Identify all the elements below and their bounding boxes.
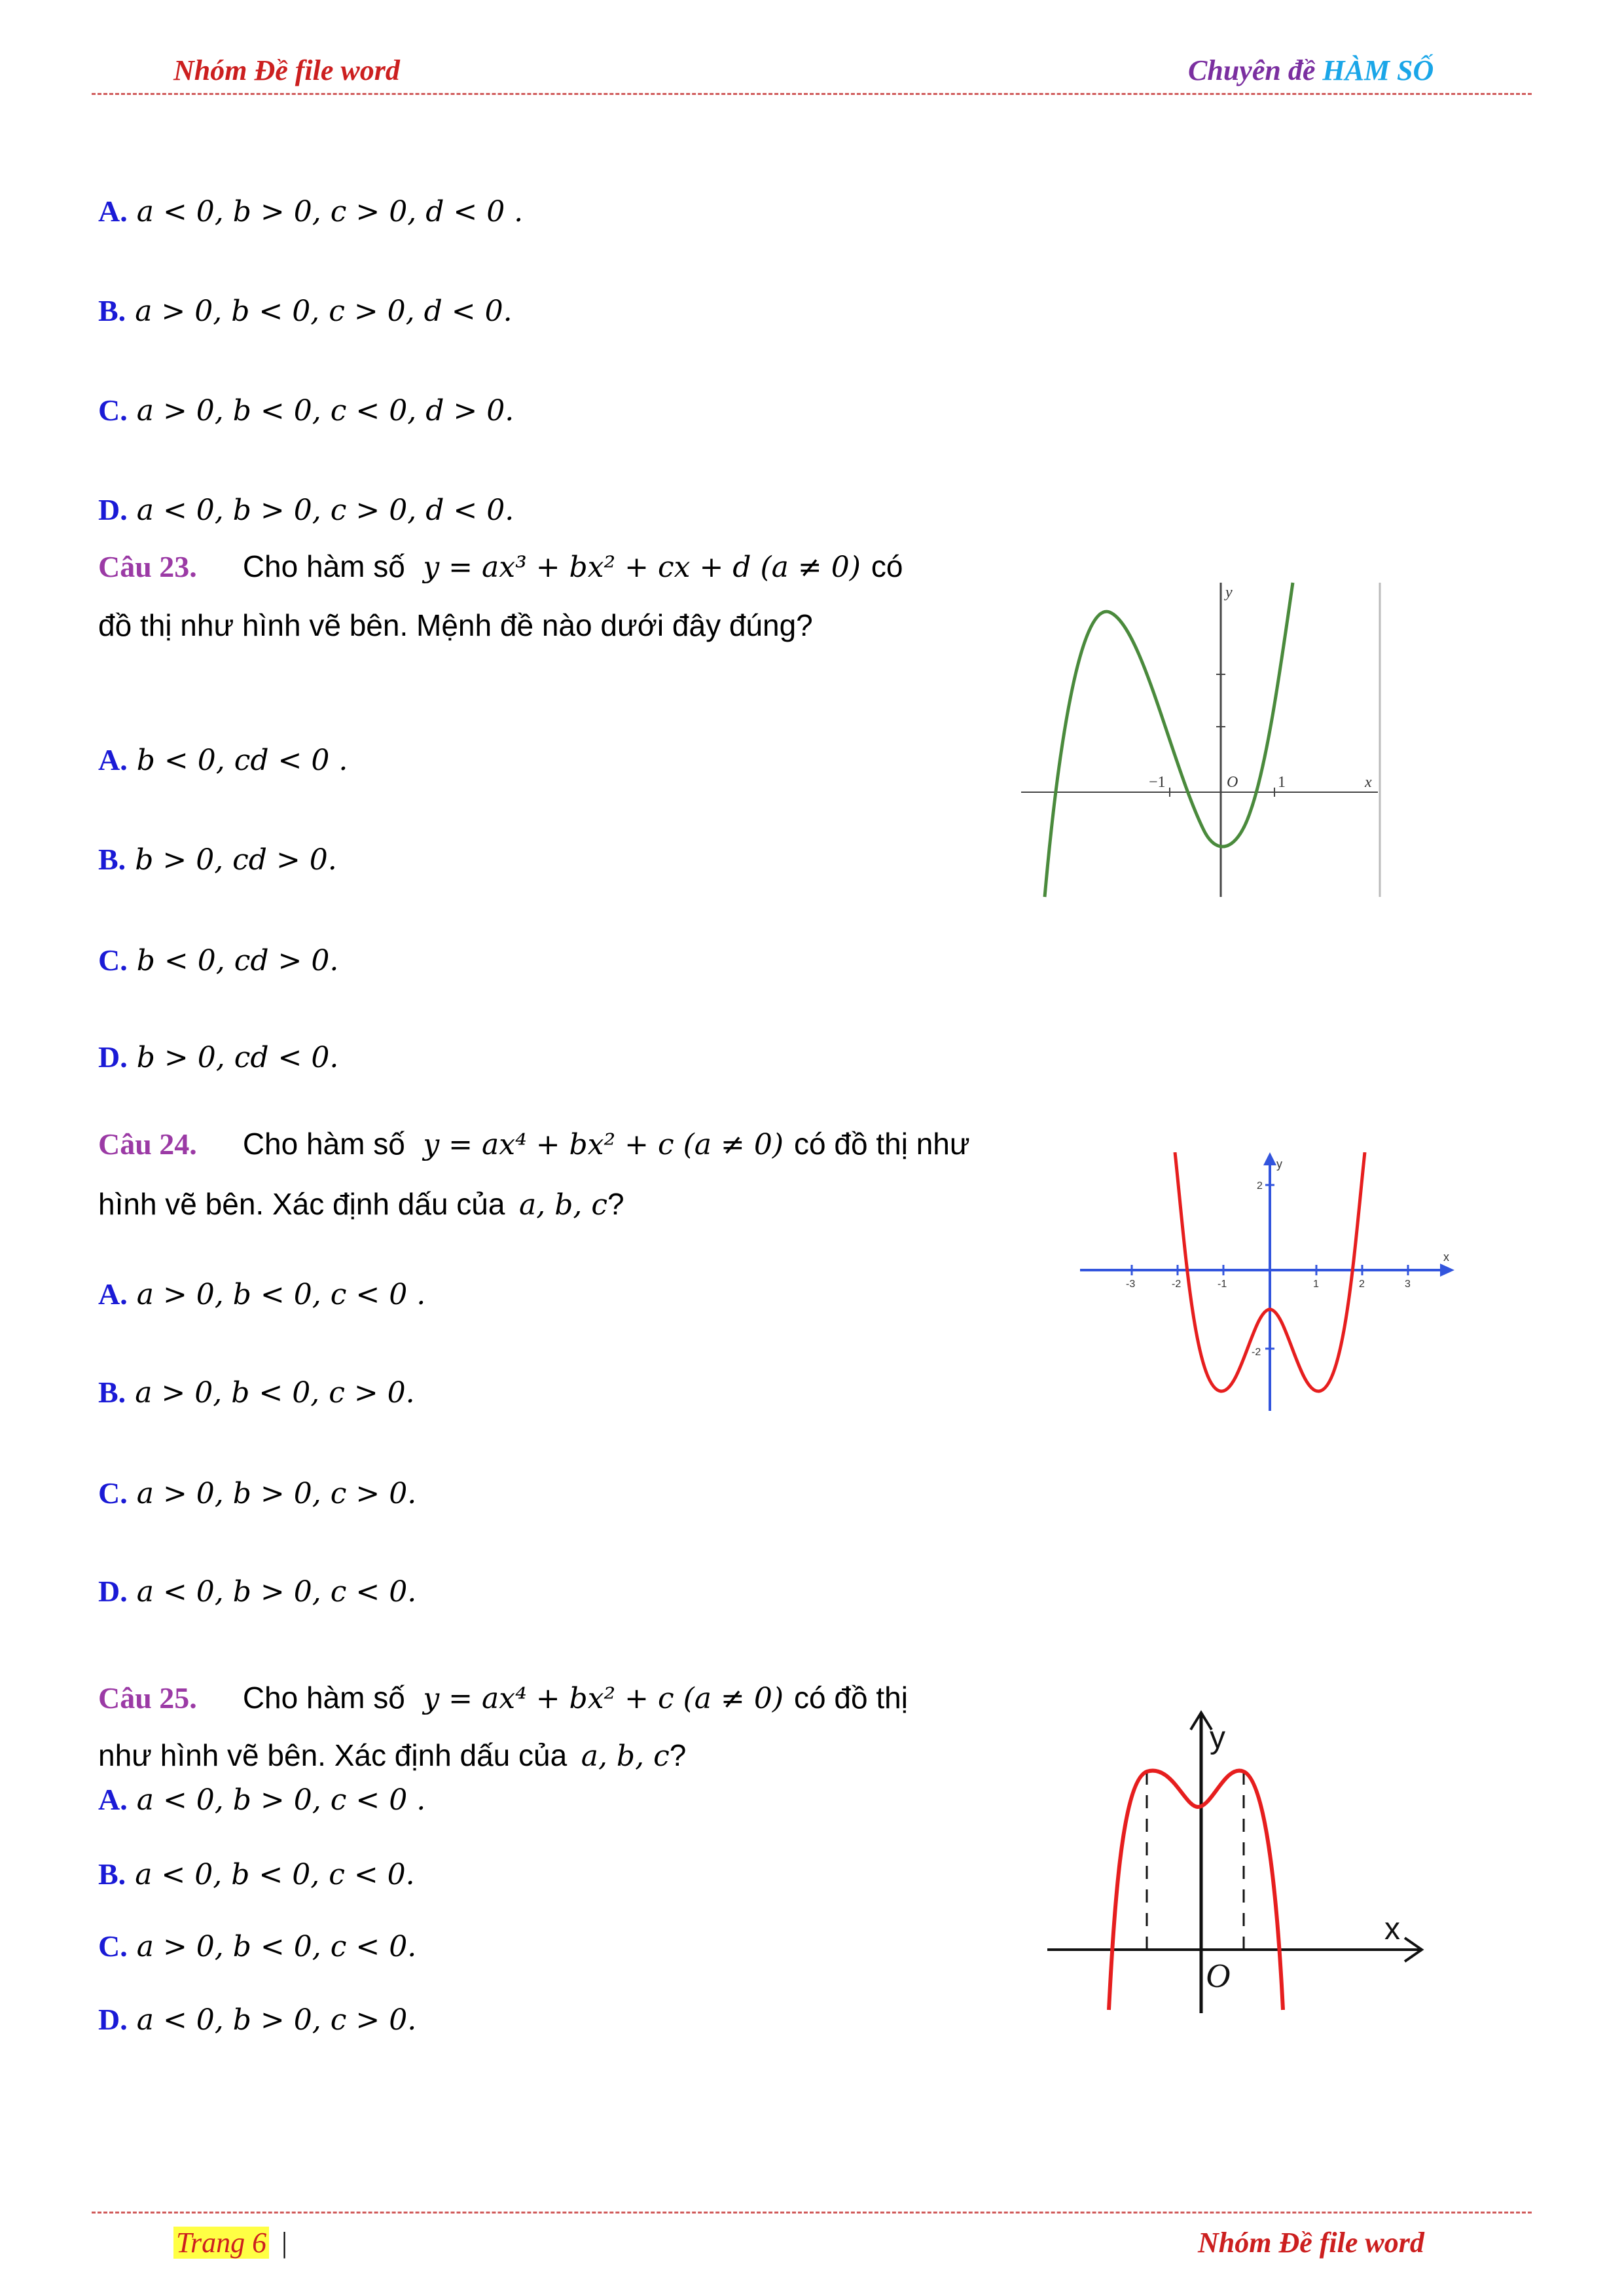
- q24-option-a[interactable]: A. a > 0, b < 0, c < 0 .: [98, 1277, 426, 1311]
- q24-tick-x-3: 3: [1405, 1279, 1411, 1290]
- q25-option-b[interactable]: B. a < 0, b < 0, c < 0.: [98, 1857, 415, 1891]
- q25-y-label: y: [1210, 1721, 1225, 1755]
- header-right-highlight: HÀM SỐ: [1322, 54, 1434, 86]
- q23-number: Câu 23.: [98, 550, 197, 583]
- footer-rule: [92, 2212, 1532, 2214]
- q23-tick-neg1: −1: [1149, 774, 1166, 791]
- q24-tick-x-neg2: -2: [1172, 1279, 1182, 1290]
- q24-x-label: x: [1443, 1250, 1449, 1264]
- q24-option-b[interactable]: B. a > 0, b < 0, c > 0.: [98, 1376, 415, 1410]
- q23-origin-label: O: [1227, 774, 1238, 791]
- q23-cubic-curve: [1045, 583, 1293, 897]
- q25-option-d[interactable]: D. a < 0, b > 0, c > 0.: [98, 2003, 417, 2037]
- q23-y-label: y: [1225, 584, 1233, 601]
- q25-quartic-graph: [1041, 1709, 1434, 2016]
- q24-tick-x-1: 1: [1313, 1279, 1319, 1290]
- q23-option-b[interactable]: B. b > 0, cd > 0.: [98, 843, 337, 877]
- q24-y-label: y: [1276, 1157, 1282, 1171]
- q24-tick-x-2: 2: [1359, 1279, 1365, 1290]
- q23-formula: y = ax³ + bx² + cx + d (a ≠ 0): [423, 551, 861, 584]
- q25-origin-label: O: [1206, 1958, 1231, 1995]
- q25-option-a[interactable]: A. a < 0, b > 0, c < 0 .: [98, 1783, 426, 1817]
- q24-quartic-graph: [1080, 1152, 1460, 1414]
- q23-option-c[interactable]: C. b < 0, cd > 0.: [98, 943, 339, 977]
- q23-tick-1: 1: [1278, 774, 1286, 791]
- header-rule: [92, 93, 1532, 95]
- q23-x-label: x: [1365, 774, 1372, 791]
- q24-tick-x-neg1: -1: [1218, 1279, 1227, 1290]
- header-right-prefix: Chuyên đề: [1188, 54, 1323, 86]
- q22-option-b[interactable]: B. a > 0, b < 0, c > 0, d < 0.: [98, 294, 513, 328]
- q25-option-c[interactable]: C. a > 0, b < 0, c < 0.: [98, 1929, 417, 1963]
- q24-option-d[interactable]: D. a < 0, b > 0, c < 0.: [98, 1575, 417, 1609]
- q25-stem-line2: như hình vẽ bên. Xác định dấu của a, b, c?: [98, 1738, 687, 1773]
- q23-option-a[interactable]: A. b < 0, cd < 0 .: [98, 743, 348, 777]
- q24-stem-line1: Câu 24. Cho hàm số y = ax⁴ + bx² + c (a ≠ 0) có đồ thị như: [98, 1127, 970, 1161]
- q25-formula: y = ax⁴ + bx² + c (a ≠ 0): [423, 1682, 784, 1715]
- q22-option-c[interactable]: C. a > 0, b < 0, c < 0, d > 0.: [98, 393, 514, 428]
- q24-tick-x-neg3: -3: [1126, 1279, 1136, 1290]
- q24-number: Câu 24.: [98, 1127, 197, 1161]
- q23-stem-line2: đồ thị như hình vẽ bên. Mệnh đề nào dưới đây đúng?: [98, 608, 813, 642]
- q23-stem-line1: Câu 23. Cho hàm số y = ax³ + bx² + cx + d (a ≠ 0) có: [98, 549, 903, 584]
- q24-tick-yneg2: -2: [1252, 1347, 1261, 1358]
- q25-stem-line1: Câu 25. Cho hàm số y = ax⁴ + bx² + c (a ≠ 0) có đồ thị: [98, 1681, 908, 1715]
- page-number: 6: [252, 2227, 267, 2259]
- q25-x-label: x: [1384, 1912, 1400, 1946]
- q24-tick-y2: 2: [1257, 1180, 1263, 1192]
- q23-option-d[interactable]: D. b > 0, cd < 0.: [98, 1040, 339, 1074]
- header-left: Nhóm Đề file word: [173, 54, 400, 86]
- footer-left: [173, 2226, 287, 2259]
- q23-cubic-graph: [1021, 576, 1388, 903]
- header-right: [1188, 54, 1434, 87]
- footer-separator: |: [281, 2227, 287, 2259]
- q24-stem-line2: hình vẽ bên. Xác định dấu của a, b, c?: [98, 1187, 624, 1222]
- q24-formula: y = ax⁴ + bx² + c (a ≠ 0): [423, 1128, 784, 1161]
- q24-y-arrow-icon: [1263, 1152, 1276, 1165]
- q22-option-d[interactable]: D. a < 0, b > 0, c > 0, d < 0.: [98, 493, 514, 527]
- q24-x-arrow-icon: [1440, 1264, 1454, 1277]
- q25-quartic-curve: [1109, 1771, 1283, 2010]
- q22-option-a[interactable]: A. a < 0, b > 0, c > 0, d < 0 .: [98, 194, 524, 228]
- footer-right: Nhóm Đề file word: [1198, 2227, 1424, 2259]
- page-indicator: Trang 6: [173, 2227, 269, 2259]
- q25-number: Câu 25.: [98, 1681, 197, 1715]
- q24-option-c[interactable]: C. a > 0, b > 0, c > 0.: [98, 1476, 417, 1510]
